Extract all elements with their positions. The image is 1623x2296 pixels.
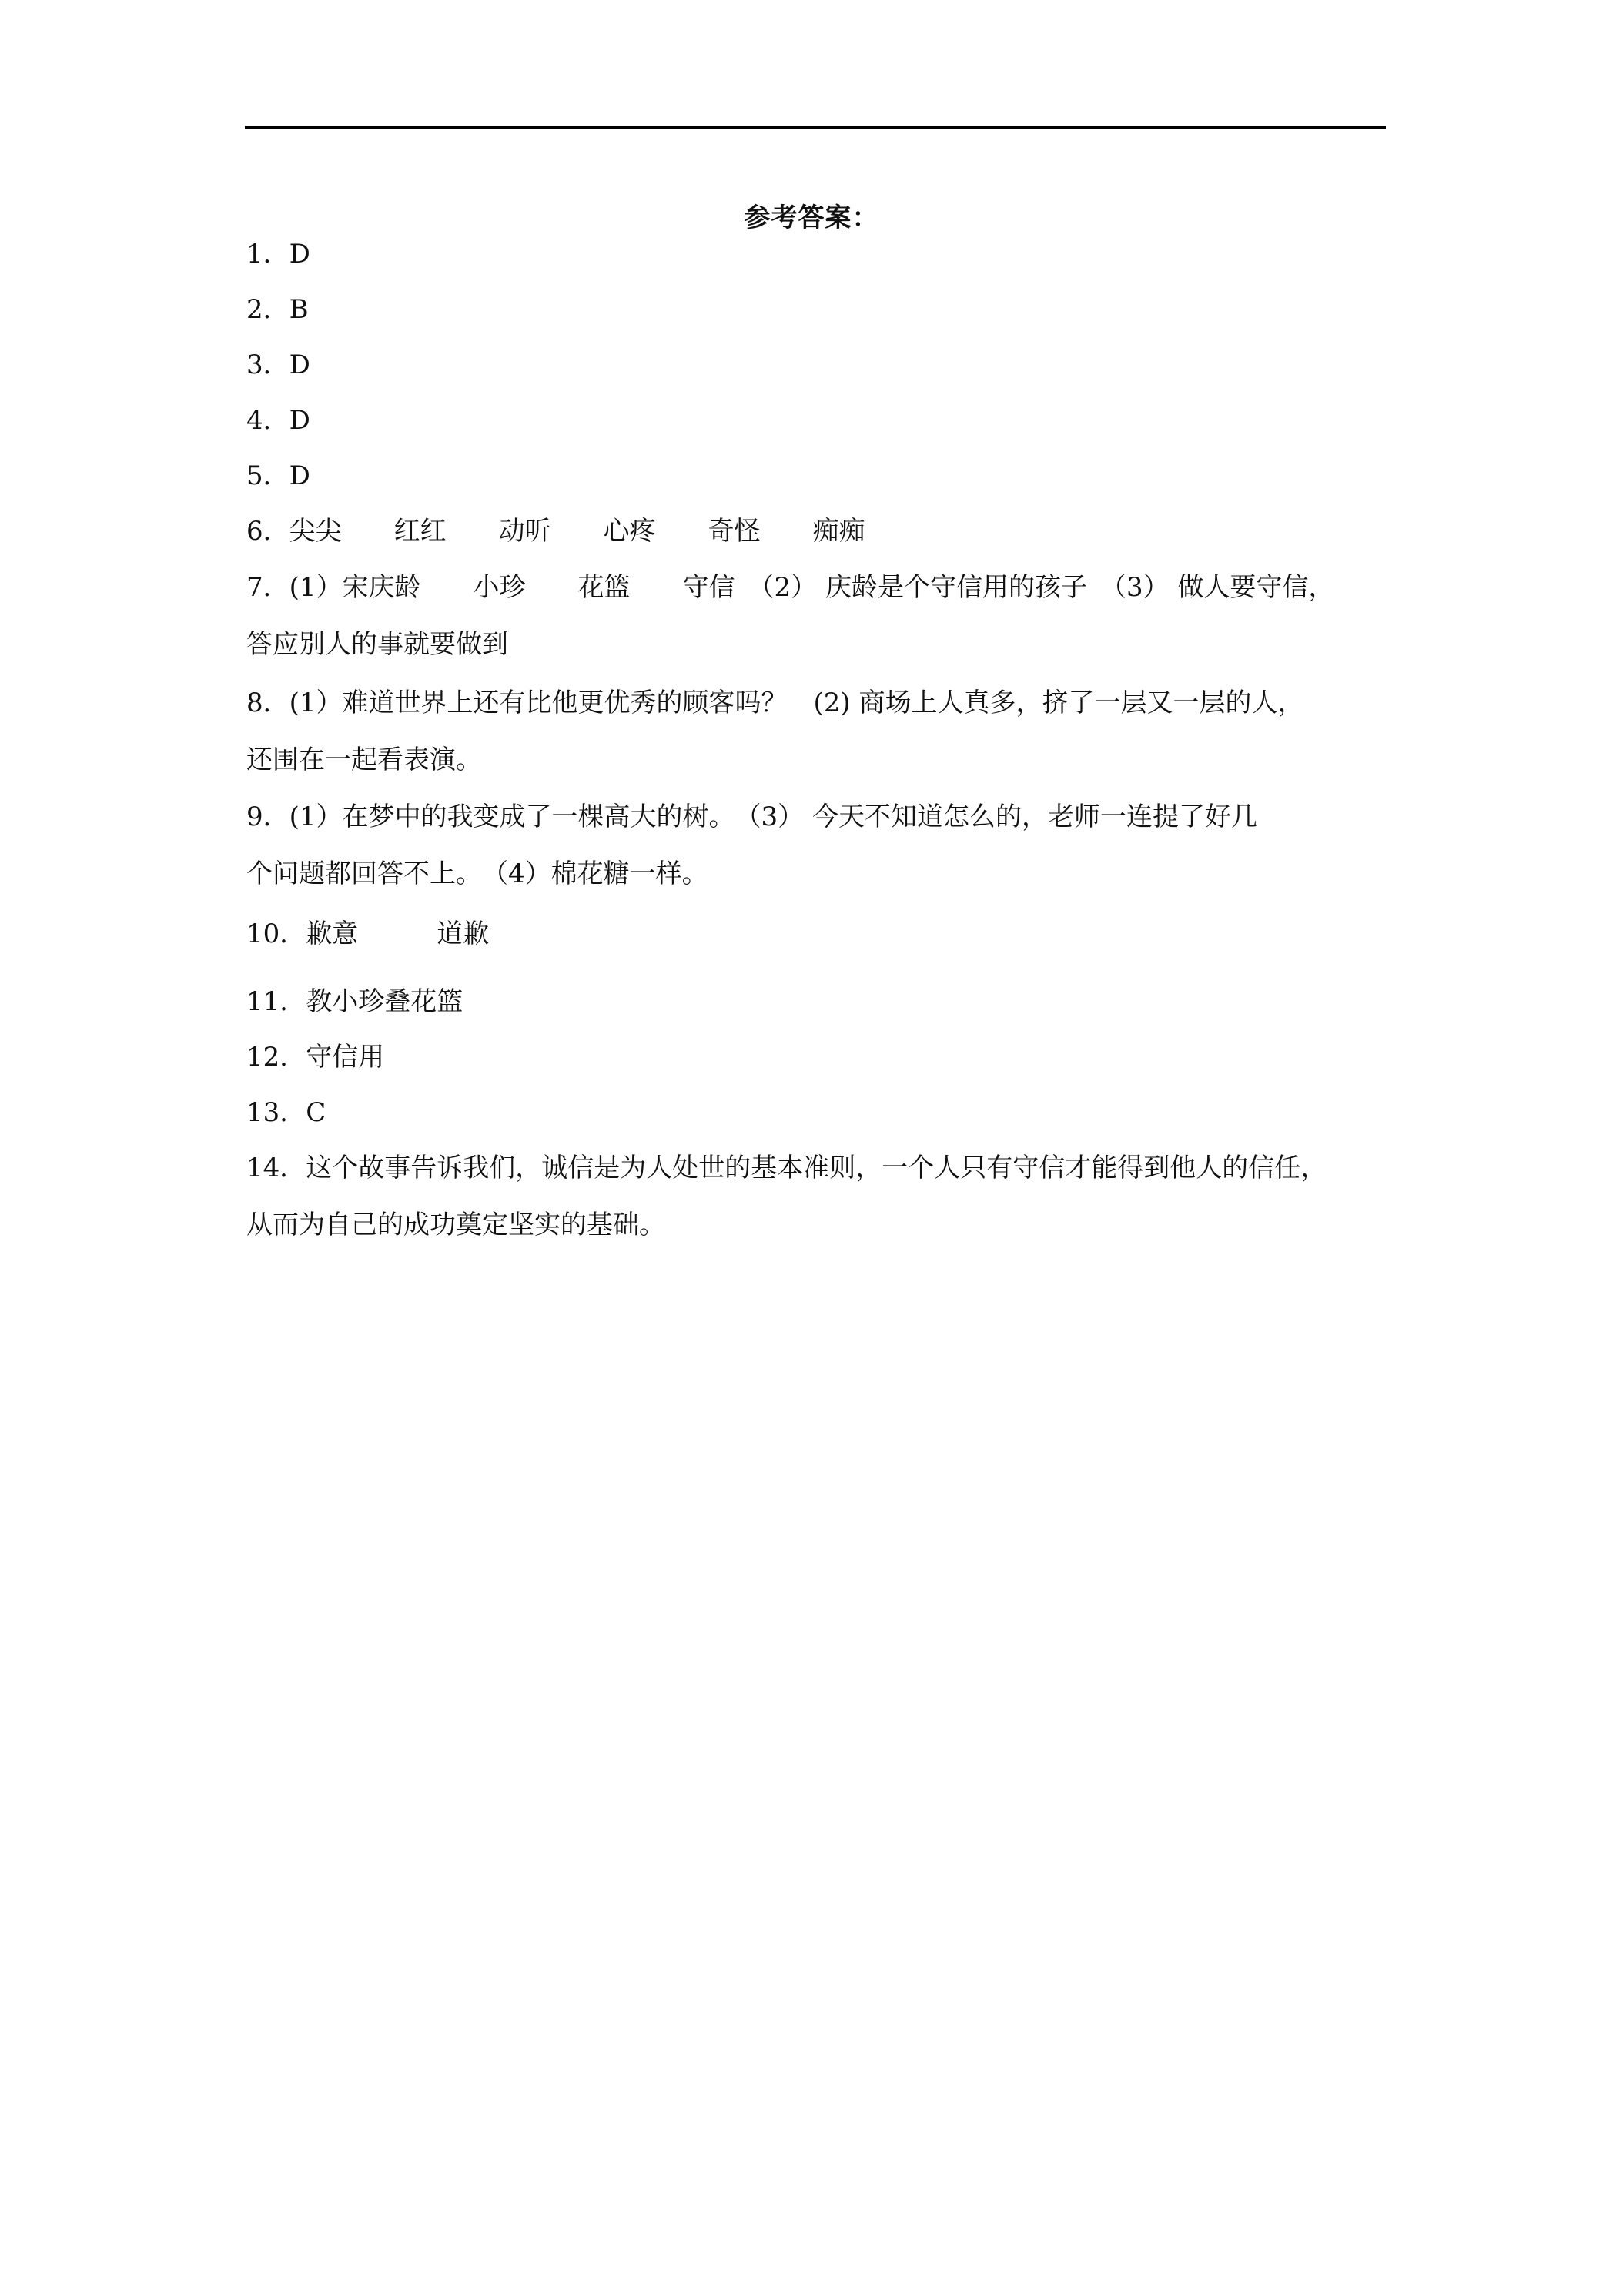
answer-6: 6．尖尖 红红 动听 心疼 奇怪 痴痴 xyxy=(246,516,865,547)
answer-9-line-1: 9．(1）在梦中的我变成了一棵高大的树。 （3） 今天不知道怎么的，老师一连提了好几 xyxy=(246,802,1257,832)
answer-8-line-2: 还围在一起看表演。 xyxy=(246,745,482,775)
answer-7-line-1: 7．(1）宋庆龄 小珍 花篮 守信 （2） 庆龄是个守信用的孩子 （3） 做人要守信， xyxy=(246,572,1335,603)
answer-5: 5．D xyxy=(246,460,310,491)
answer-1: 1．D xyxy=(246,239,310,269)
answer-8-line-1: 8．(1）难道世界上还有比他更优秀的顾客吗？ (2) 商场上人真多，挤了一层又一层的人， xyxy=(246,688,1304,718)
answer-4: 4．D xyxy=(246,405,310,436)
answer-9-line-2: 个问题都回答不上。 （4）棉花糖一样。 xyxy=(246,858,708,889)
answer-13: 13．C xyxy=(246,1097,326,1128)
answer-7-line-2: 答应别人的事就要做到 xyxy=(246,629,508,660)
page-title: 参考答案： xyxy=(744,202,879,233)
answer-10: 10．歉意 道歉 xyxy=(246,919,490,949)
answer-11: 11．教小珍叠花篮 xyxy=(246,986,463,1017)
answer-12: 12．守信用 xyxy=(246,1042,385,1073)
answer-14-line-1: 14．这个故事告诉我们，诚信是为人处世的基本准则，一个人只有守信才能得到他人的信任， xyxy=(246,1153,1327,1183)
header-rule xyxy=(245,126,1386,129)
answer-14-line-2: 从而为自己的成功奠定坚实的基础。 xyxy=(246,1210,665,1240)
answer-3: 3．D xyxy=(246,350,310,380)
answer-2: 2．B xyxy=(246,294,309,325)
